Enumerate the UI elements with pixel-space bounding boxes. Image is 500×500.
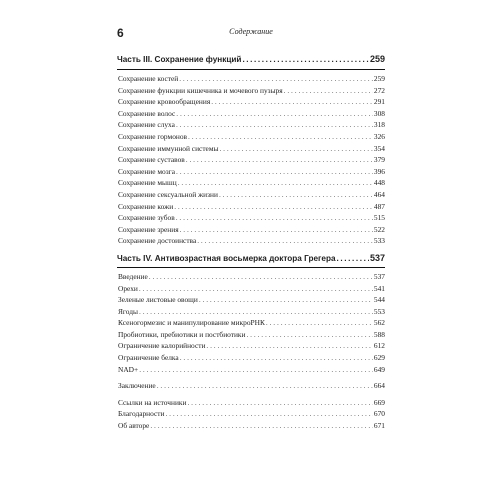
entry-title: Орехи bbox=[118, 283, 138, 293]
toc-entry[interactable] bbox=[117, 330, 385, 342]
entry-title: Ягоды bbox=[118, 306, 138, 316]
part-title: Часть IV. Антивозрастная восьмерка доктора Грегера bbox=[117, 253, 336, 263]
entry-title: Сохранение кровообращения bbox=[118, 97, 211, 107]
part-page-number: 537 bbox=[369, 252, 385, 263]
entry-title: Пробиотики, пребиотики и постбиотики bbox=[118, 329, 246, 339]
dot-leader bbox=[337, 254, 369, 263]
entry-page-number: 326 bbox=[373, 131, 385, 141]
page-number: 6 bbox=[117, 26, 124, 40]
dot-leader bbox=[206, 341, 373, 350]
part-heading[interactable] bbox=[117, 54, 385, 66]
entry-title: Введение bbox=[118, 271, 148, 281]
dot-leader bbox=[188, 132, 373, 141]
dot-leader bbox=[187, 398, 372, 407]
entry-title: Сохранение гормонов bbox=[118, 131, 188, 141]
dot-leader bbox=[197, 236, 373, 245]
dot-leader bbox=[284, 86, 373, 95]
toc-list bbox=[117, 272, 385, 433]
toc-entry[interactable] bbox=[117, 318, 385, 330]
entry-page-number: 670 bbox=[373, 409, 385, 419]
entry-page-number: 588 bbox=[373, 329, 385, 339]
toc-entry[interactable] bbox=[117, 307, 385, 319]
entry-page-number: 612 bbox=[373, 341, 385, 351]
dot-leader bbox=[150, 421, 373, 430]
entry-page-number: 379 bbox=[373, 155, 385, 165]
entry-page-number: 259 bbox=[373, 74, 385, 83]
toc-entry[interactable] bbox=[117, 213, 385, 225]
entry-page-number: 308 bbox=[373, 108, 385, 118]
toc-entry[interactable] bbox=[117, 120, 385, 132]
entry-title: NAD+ bbox=[118, 364, 139, 374]
toc-entry[interactable] bbox=[117, 365, 385, 377]
entry-page-number: 562 bbox=[373, 318, 385, 328]
toc-entry[interactable] bbox=[117, 74, 385, 86]
toc-entry[interactable] bbox=[117, 225, 385, 237]
entry-title: Сохранение костей bbox=[118, 74, 179, 83]
toc-entry[interactable] bbox=[117, 144, 385, 156]
dot-leader bbox=[176, 213, 373, 222]
entry-page-number: 649 bbox=[373, 364, 385, 374]
toc-entry[interactable] bbox=[117, 341, 385, 353]
part-title: Часть III. Сохранение функций bbox=[117, 55, 242, 64]
toc-entry[interactable] bbox=[117, 132, 385, 144]
toc-entry[interactable] bbox=[117, 86, 385, 98]
entry-page-number: 354 bbox=[373, 143, 385, 153]
toc-entry[interactable] bbox=[117, 155, 385, 167]
part-page-number: 259 bbox=[369, 54, 385, 64]
entry-title: Сохранение иммунной системы bbox=[118, 143, 219, 153]
dot-leader bbox=[180, 353, 373, 362]
dot-leader bbox=[199, 295, 373, 304]
entry-title: Об авторе bbox=[118, 421, 150, 431]
toc-entry[interactable] bbox=[117, 109, 385, 121]
entry-title: Сохранение зубов bbox=[118, 213, 175, 223]
dot-leader bbox=[139, 284, 373, 293]
part-divider bbox=[117, 267, 385, 268]
dot-leader bbox=[176, 120, 373, 129]
entry-page-number: 664 bbox=[373, 381, 385, 391]
entry-title: Сохранение зрения bbox=[118, 224, 179, 234]
dot-leader bbox=[139, 365, 373, 374]
entry-page-number: 515 bbox=[373, 213, 385, 223]
entry-title: Заключение bbox=[118, 381, 156, 391]
entry-page-number: 522 bbox=[373, 224, 385, 234]
dot-leader bbox=[178, 178, 373, 187]
entry-page-number: 464 bbox=[373, 189, 385, 199]
running-head bbox=[117, 24, 385, 42]
dot-leader bbox=[219, 144, 372, 153]
entry-title: Благодарности bbox=[118, 409, 165, 419]
toc-entry[interactable] bbox=[117, 272, 385, 284]
dot-leader bbox=[186, 155, 373, 164]
dot-leader bbox=[211, 97, 373, 106]
entry-title: Сохранение достоинства bbox=[118, 236, 197, 246]
dot-leader bbox=[149, 272, 373, 281]
dot-leader bbox=[219, 190, 373, 199]
entry-page-number: 272 bbox=[373, 85, 385, 95]
dot-leader bbox=[157, 381, 373, 390]
entry-title: Ограничение белка bbox=[118, 353, 179, 363]
entry-title: Сохранение суставов bbox=[118, 155, 185, 165]
entry-page-number: 291 bbox=[373, 97, 385, 107]
entry-title: Сохранение волос bbox=[118, 108, 176, 118]
toc-page bbox=[117, 24, 385, 433]
entry-page-number: 629 bbox=[373, 353, 385, 363]
dot-leader bbox=[139, 307, 373, 316]
entry-page-number: 533 bbox=[373, 236, 385, 246]
entry-page-number: 318 bbox=[373, 120, 385, 130]
entry-page-number: 487 bbox=[373, 201, 385, 211]
toc-entry[interactable] bbox=[117, 202, 385, 214]
entry-title: Ксеногормезис и манипулирование микроРНК bbox=[118, 318, 265, 328]
entry-title: Зеленые листовые овощи bbox=[118, 295, 198, 305]
entry-title: Ссылки на источники bbox=[118, 397, 187, 407]
toc-entry[interactable] bbox=[117, 178, 385, 190]
entry-page-number: 396 bbox=[373, 166, 385, 176]
toc-entry[interactable] bbox=[117, 381, 385, 393]
dot-leader bbox=[174, 202, 373, 211]
toc-entry[interactable] bbox=[117, 409, 385, 421]
dot-leader bbox=[266, 318, 373, 327]
toc-entry[interactable] bbox=[117, 421, 385, 433]
toc-entry[interactable] bbox=[117, 398, 385, 410]
entry-title: Сохранение слуха bbox=[118, 120, 175, 130]
part-divider bbox=[117, 69, 385, 70]
entry-page-number: 448 bbox=[373, 178, 385, 188]
running-title: Содержание bbox=[229, 27, 273, 36]
toc-entry[interactable] bbox=[117, 353, 385, 365]
dot-leader bbox=[165, 409, 372, 418]
dot-leader bbox=[246, 330, 372, 339]
entry-page-number: 671 bbox=[373, 421, 385, 431]
dot-leader bbox=[179, 74, 373, 83]
entry-page-number: 537 bbox=[373, 271, 385, 281]
dot-leader bbox=[180, 225, 373, 234]
dot-leader bbox=[242, 55, 369, 64]
entry-title: Сохранение функции кишечника и мочевого пузыря bbox=[118, 85, 283, 95]
entry-title: Сохранение сексуальной жизни bbox=[118, 189, 218, 199]
toc-entry[interactable] bbox=[117, 167, 385, 179]
toc-entry[interactable] bbox=[117, 236, 385, 248]
dot-leader bbox=[176, 167, 373, 176]
toc-entry[interactable] bbox=[117, 97, 385, 109]
toc-entry[interactable] bbox=[117, 190, 385, 202]
entry-title: Сохранение кожи bbox=[118, 201, 174, 211]
entry-page-number: 544 bbox=[373, 295, 385, 305]
part-heading[interactable] bbox=[117, 253, 385, 265]
entry-title: Сохранение мозга bbox=[118, 166, 175, 176]
toc-entry[interactable] bbox=[117, 295, 385, 307]
entry-title: Сохранение мышц bbox=[118, 178, 177, 188]
entry-page-number: 553 bbox=[373, 306, 385, 316]
toc-list bbox=[117, 74, 385, 248]
dot-leader bbox=[176, 109, 373, 118]
entry-page-number: 669 bbox=[373, 397, 385, 407]
toc-entry[interactable] bbox=[117, 284, 385, 296]
entry-title: Ограничение калорийности bbox=[118, 341, 206, 351]
entry-page-number: 541 bbox=[373, 283, 385, 293]
